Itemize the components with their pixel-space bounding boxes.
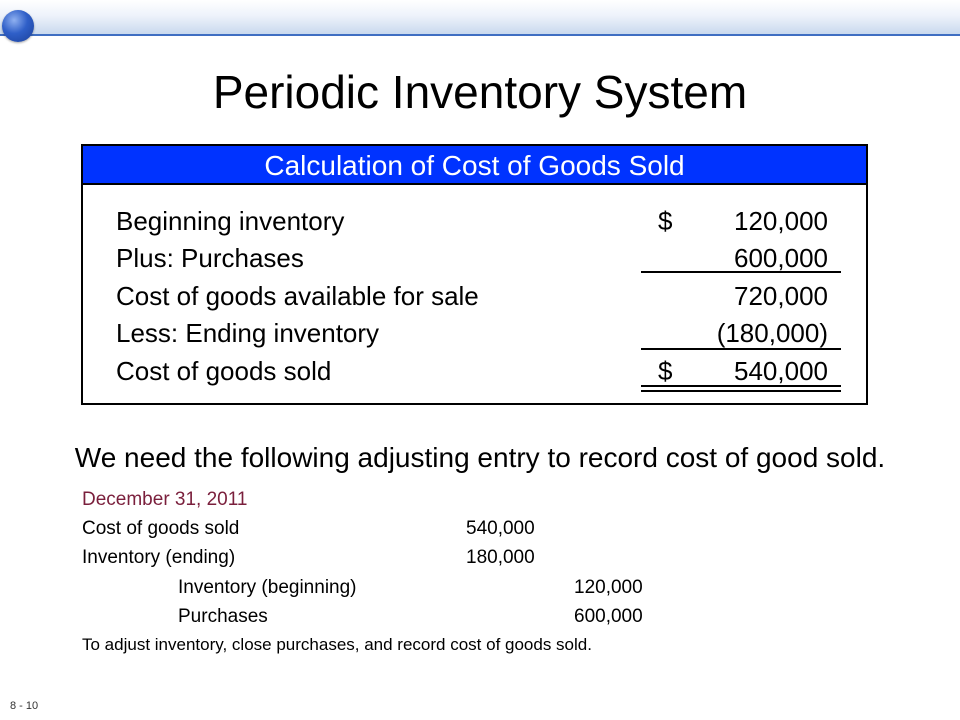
slide-page-number: 8 - 10 — [10, 700, 39, 712]
journal-credit-amount: 120,000 — [574, 577, 643, 598]
journal-line-debit — [82, 514, 535, 543]
dollar-sign: $ — [658, 206, 673, 236]
journal-explanation: To adjust inventory, close purchases, and record cost of goods sold. — [82, 635, 592, 654]
cogs-row-amount: 120,000 — [734, 206, 828, 236]
journal-credit-amount: 600,000 — [574, 606, 643, 627]
cogs-row-label: Cost of goods sold — [116, 356, 332, 386]
journal-account: Inventory (beginning) — [178, 577, 357, 598]
cogs-row-label: Less: Ending inventory — [116, 318, 380, 348]
adjusting-entry-intro: We need the following adjusting entry to record cost of good sold. — [74, 442, 886, 473]
cogs-row-amount: (180,000) — [716, 318, 828, 348]
dollar-sign: $ — [658, 356, 673, 386]
cogs-table-header: Calculation of Cost of Goods Sold — [83, 146, 866, 185]
cogs-row-ending-inventory — [83, 314, 866, 352]
journal-line-debit — [82, 543, 535, 572]
slide-top-band — [0, 0, 960, 36]
total-double-rule — [641, 385, 841, 392]
cogs-row-amount: 600,000 — [734, 243, 828, 273]
cogs-row-label: Beginning inventory — [116, 206, 345, 236]
cogs-calculation-table — [81, 144, 868, 405]
cogs-row-label: Cost of goods available for sale — [116, 281, 479, 311]
journal-debit-amount: 180,000 — [466, 547, 535, 568]
slide-corner-bullet-icon — [2, 10, 34, 42]
journal-account: Cost of goods sold — [82, 518, 240, 539]
subtotal-rule — [641, 348, 841, 350]
cogs-row-amount: 540,000 — [734, 356, 828, 386]
subtotal-rule — [641, 271, 841, 273]
journal-account: Purchases — [178, 606, 268, 627]
slide-title: Periodic Inventory System — [212, 66, 748, 118]
cogs-row-label: Plus: Purchases — [116, 243, 304, 273]
cogs-row-beginning-inventory — [83, 202, 866, 240]
journal-debit-amount: 540,000 — [466, 518, 535, 539]
journal-line-credit — [178, 573, 643, 602]
journal-line-credit — [178, 602, 643, 631]
cogs-row-goods-available — [83, 277, 866, 315]
journal-entry-date: December 31, 2011 — [82, 489, 248, 510]
journal-account: Inventory (ending) — [82, 547, 236, 568]
cogs-row-amount: 720,000 — [734, 281, 828, 311]
